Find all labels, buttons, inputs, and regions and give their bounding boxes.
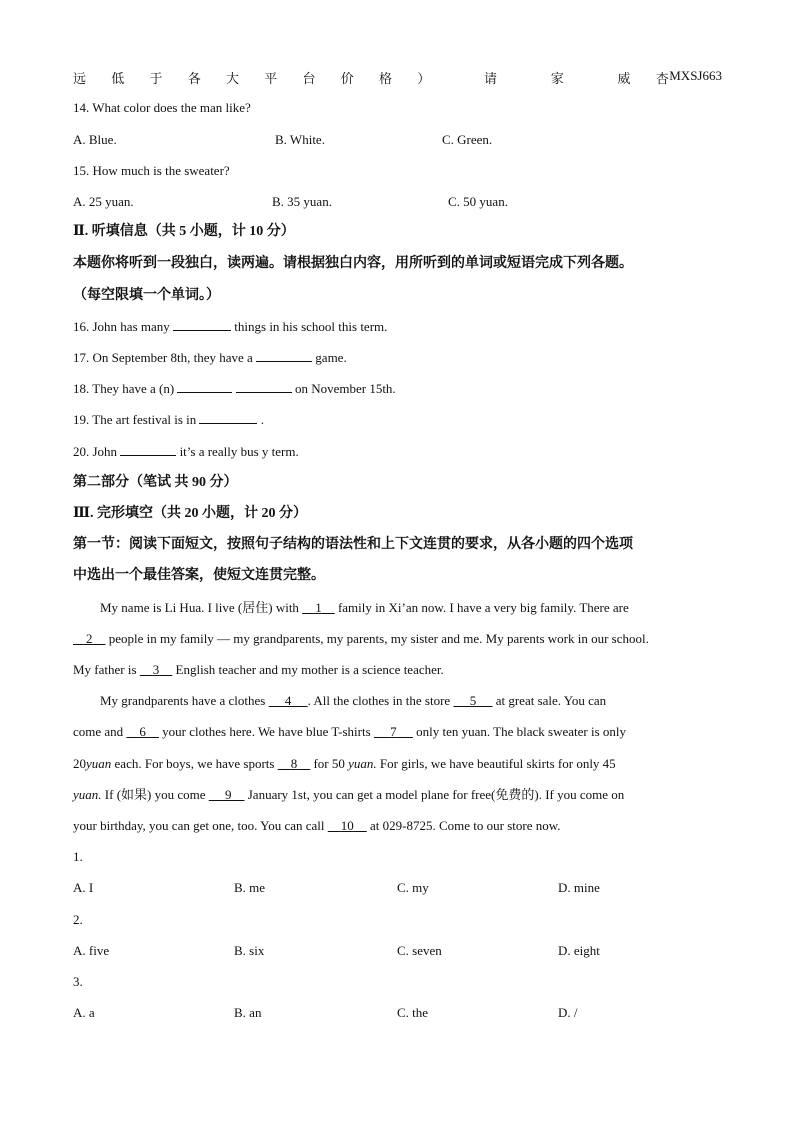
- passage-text: your clothes here. We have blue T-shirts: [162, 724, 371, 739]
- mcq2-option-b[interactable]: B. six: [234, 943, 265, 958]
- mcq1-option-d[interactable]: D. mine: [558, 880, 600, 895]
- passage-text: If (如果) you come: [104, 787, 206, 802]
- cloze-blank-4[interactable]: [269, 693, 308, 708]
- section2-instruction-1: 本题你将听到一段独白，读两遍。请根据独白内容，用所听到的单词或短语完成下列各题。: [73, 256, 633, 271]
- q19-line: [73, 412, 264, 428]
- mcq3-option-b[interactable]: B. an: [234, 1005, 262, 1020]
- cloze-blank-number: 2: [86, 631, 93, 646]
- q18-text-a: 18. They have a (n): [73, 381, 175, 396]
- part2-title: 第二部分（笔试 共 90 分）: [73, 475, 238, 490]
- cloze-blank-1[interactable]: [302, 600, 335, 615]
- q19-text-a: 19. The art festival is in: [73, 412, 197, 427]
- q20-line: [73, 444, 299, 460]
- passage-text: For girls, we have beautiful skirts for only 45: [379, 756, 616, 771]
- section3-instruction-1: 第一节：阅读下面短文，按照句子结构的语法性和上下文连贯的要求，从各小题的四个选项: [73, 537, 633, 552]
- passage-text: for 50: [313, 756, 345, 771]
- mcq2-option-c[interactable]: C. seven: [397, 943, 442, 958]
- cloze-blank-number: 4: [284, 693, 292, 708]
- passage-line-5: [73, 724, 721, 740]
- passage-line-6: [73, 756, 721, 772]
- mcq2-number: 2.: [73, 912, 83, 927]
- passage-text: My grandparents have a clothes: [100, 693, 266, 708]
- cloze-blank-number: 9: [225, 787, 232, 802]
- q17-text-b: game.: [315, 350, 347, 365]
- mcq3-number: 3.: [73, 974, 83, 989]
- cloze-blank-number: 6: [139, 724, 146, 739]
- passage-text: each. For boys, we have sports: [114, 756, 275, 771]
- passage-line-2: [73, 631, 721, 647]
- q15-option-b: B. 35 yuan.: [272, 194, 332, 209]
- mcq3-option-a[interactable]: A. a: [73, 1005, 95, 1020]
- passage-text: . All the clothes in the store: [307, 693, 451, 708]
- passage-text: people in my family — my grandparents, my parents, my sister and me. My parents work in our school.: [108, 631, 649, 646]
- mcq3-option-d[interactable]: D. /: [558, 1005, 578, 1020]
- passage-text: 20: [73, 756, 86, 771]
- q16-blank[interactable]: [173, 319, 231, 331]
- passage-text: English teacher and my mother is a science teacher.: [175, 662, 444, 677]
- q16-text-a: 16. John has many: [73, 319, 170, 334]
- q20-blank[interactable]: [120, 444, 176, 456]
- passage-line-3: [73, 662, 721, 678]
- passage-line-8: [73, 818, 721, 834]
- q14-option-c: C. Green.: [442, 132, 493, 147]
- cloze-blank-7[interactable]: [374, 724, 413, 739]
- cloze-blank-number: 5: [469, 693, 477, 708]
- passage-text-italic: yuan: [86, 756, 112, 771]
- q16-text-b: things in his school this term.: [234, 319, 388, 334]
- passage-line-4: [100, 693, 748, 709]
- cloze-blank-10[interactable]: [328, 818, 367, 833]
- passage-text: come and: [73, 724, 124, 739]
- q20-text-a: 20. John: [73, 444, 118, 459]
- header-code: MXSJ663: [669, 68, 722, 83]
- mcq1-number: 1.: [73, 849, 83, 864]
- mcq2-option-a[interactable]: A. five: [73, 943, 110, 958]
- section2-title: Ⅱ. 听填信息（共 5 小题，计 10 分）: [73, 224, 295, 239]
- passage-text: January 1st, you can get a model plane for free(免费的). If you come on: [247, 787, 625, 802]
- section2-instruction-2: （每空限填一个单词。）: [73, 288, 220, 303]
- mcq1-option-b[interactable]: B. me: [234, 880, 266, 895]
- passage-text: your birthday, you can get one, too. You can call: [73, 818, 325, 833]
- q16-line: [73, 319, 387, 335]
- passage-line-1: [100, 600, 748, 616]
- passage-text: My father is: [73, 662, 137, 677]
- cloze-blank-number: 7: [390, 724, 397, 739]
- passage-text: My name is Li Hua. I live (居住) with: [100, 600, 299, 615]
- q14-option-b: B. White.: [275, 132, 325, 147]
- passage-text: only ten yuan. The black sweater is only: [416, 724, 627, 739]
- q19-blank[interactable]: [199, 412, 257, 424]
- q18-blank-1[interactable]: [177, 381, 232, 393]
- mcq1-option-a[interactable]: A. I: [73, 880, 94, 895]
- cloze-blank-3[interactable]: [140, 662, 173, 677]
- passage-text: at great sale. You can: [495, 693, 607, 708]
- q17-text-a: 17. On September 8th, they have a: [73, 350, 253, 365]
- mcq2-option-d[interactable]: D. eight: [558, 943, 600, 958]
- cloze-blank-5[interactable]: [453, 693, 492, 708]
- cloze-blank-6[interactable]: [126, 724, 159, 739]
- passage-text: family in Xi’an now. I have a very big family. There are: [337, 600, 629, 615]
- header-left-text: 远 低 于 各 大 平 台 价 格 ） 请 家 威 杏: [73, 71, 680, 86]
- q15-option-a: A. 25 yuan.: [73, 194, 134, 209]
- q20-text-b: it’s a really bus y term.: [179, 444, 299, 459]
- q17-line: [73, 350, 347, 366]
- q18-line: [73, 381, 396, 397]
- q17-blank[interactable]: [256, 350, 312, 362]
- cloze-blank-number: 8: [290, 756, 298, 771]
- mcq3-option-c[interactable]: C. the: [397, 1005, 429, 1020]
- cloze-blank-number: 1: [315, 600, 322, 615]
- q14-option-a: A. Blue.: [73, 132, 117, 147]
- q15-stem: 15. How much is the sweater?: [73, 163, 230, 178]
- q19-text-b: .: [260, 412, 264, 427]
- cloze-blank-number: 10: [340, 818, 354, 833]
- q18-blank-2[interactable]: [236, 381, 292, 393]
- q15-option-c: C. 50 yuan.: [448, 194, 508, 209]
- section3-title: Ⅲ. 完形填空（共 20 小题，计 20 分）: [73, 506, 308, 521]
- cloze-blank-8[interactable]: [278, 756, 311, 771]
- cloze-blank-2[interactable]: [73, 631, 106, 646]
- cloze-blank-9[interactable]: [209, 787, 245, 802]
- q14-stem: 14. What color does the man like?: [73, 100, 251, 115]
- passage-text-italic: yuan.: [348, 756, 377, 771]
- passage-text: at 029-8725. Come to our store now.: [370, 818, 561, 833]
- cloze-blank-number: 3: [152, 662, 160, 677]
- passage-text-italic: yuan.: [73, 787, 102, 802]
- q18-text-b: on November 15th.: [294, 381, 396, 396]
- passage-line-7: [73, 787, 721, 803]
- section3-instruction-2: 中选出一个最佳答案，使短文连贯完整。: [73, 568, 325, 583]
- mcq1-option-c[interactable]: C. my: [397, 880, 429, 895]
